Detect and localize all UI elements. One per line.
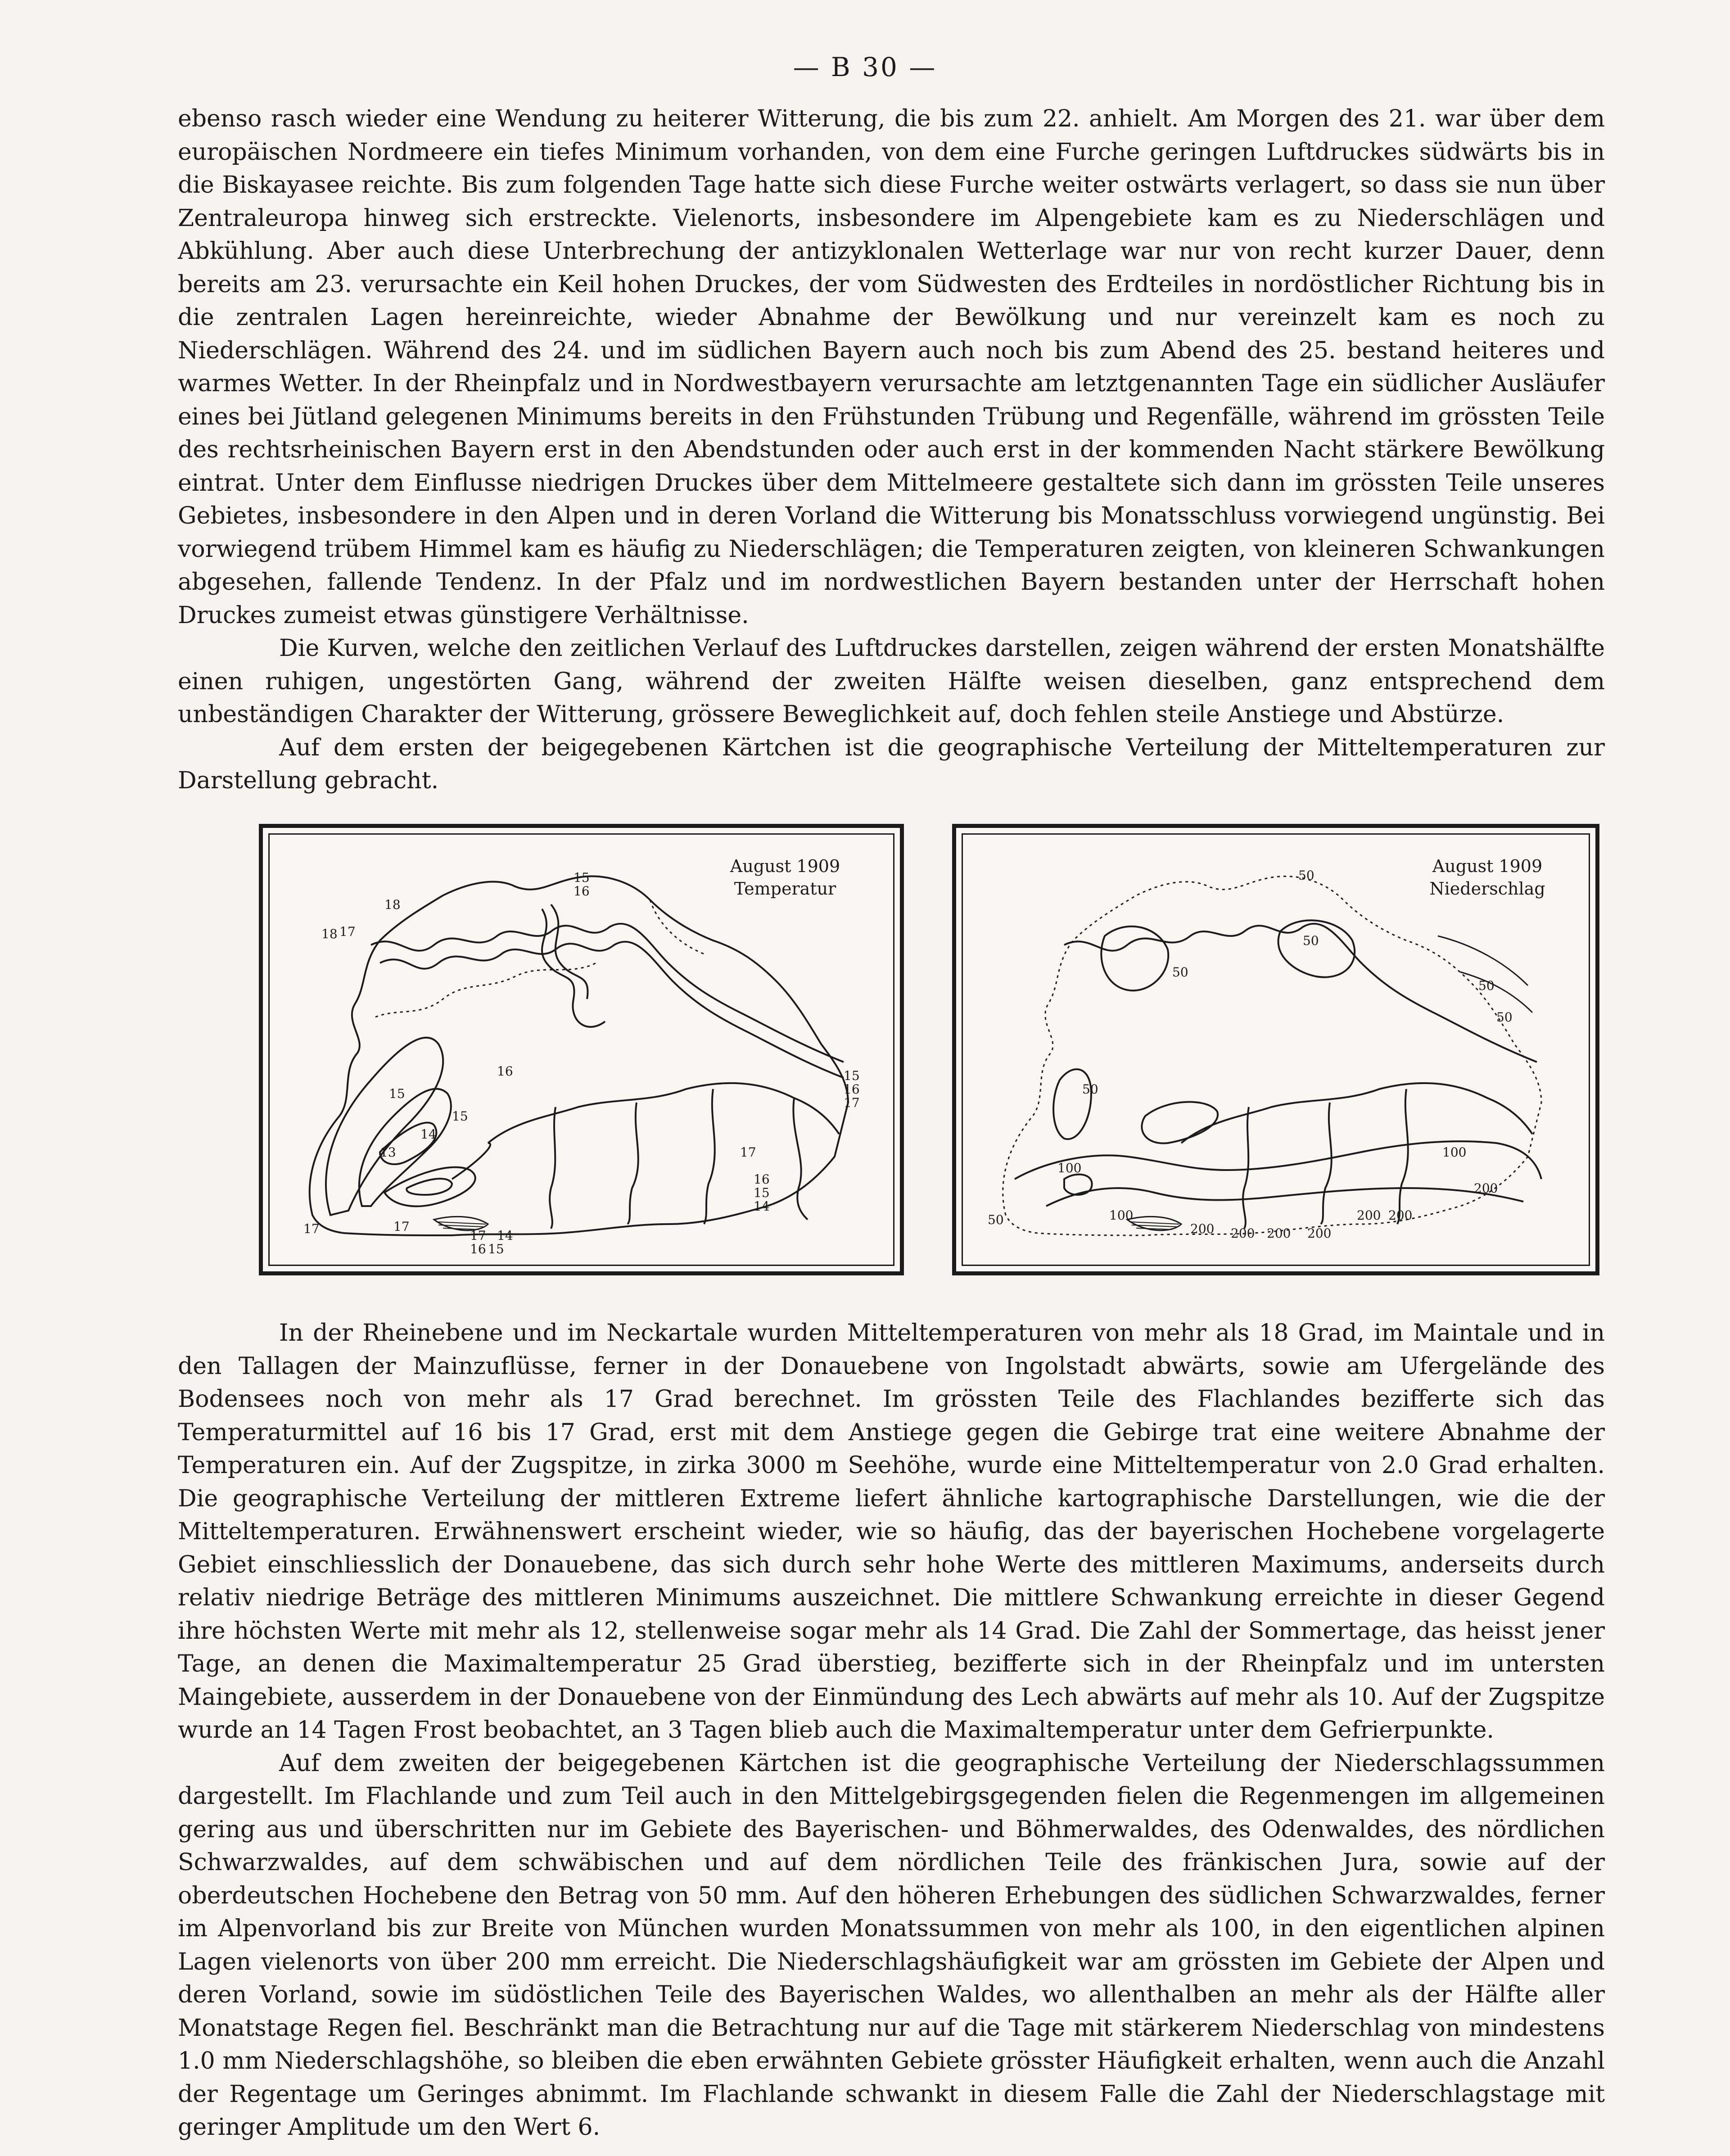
contour-label: 15: [389, 1086, 405, 1101]
contour-label: 17: [303, 1221, 320, 1236]
contour-label: 100: [1442, 1145, 1467, 1160]
contour-label: 200: [1474, 1181, 1498, 1196]
contour-label: 17: [470, 1228, 486, 1243]
contour-label: 13: [380, 1145, 396, 1160]
text-block-bottom: [178, 1317, 1605, 2144]
contour-label: 16: [497, 1064, 513, 1079]
contour-label: 100: [1109, 1208, 1134, 1223]
page-number: — B 30 —: [793, 52, 937, 82]
paragraph: Auf dem zweiten der beigegebenen Kärtchen ist die geographische Verteilung der Niederschlagssummen dargestellt. Im Flachlande und zum Teil auch in den Mittelgebirgsgegenden fielen die Regenmengen im allgemeinen gering aus und überschritten nur im Gebiete des Bayerischen- und Böhmerwaldes, des Odenwaldes, des nördlichen Schwarzwaldes, auf dem schwäbischen und auf dem nördlichen Teile des fränkischen Jura, sowie auf der oberdeutschen Hochebene den Betrag von 50 mm. Auf den höheren Erhebungen des südlichen Schwarzwaldes, ferner im Alpenvorland bis zur Breite von München wurden Monatssummen von mehr als 100, in den eigentlichen alpinen Lagen vielenorts von über 200 mm erreicht. Die Niederschlagshäufigkeit war am grössten im Gebiete der Alpen und deren Vorland, sowie im südöstlichen Teile des Bayerischen Waldes, wo allenthalben an mehr als der Hälfte aller Monatstage Regen fiel. Beschränkt man die Betrachtung nur auf die Tage mit stärkerem Niederschlag von mindestens 1.0 mm Niederschlagshöhe, so bleiben die eben erwähnten Gebiete grösster Häufigkeit erhalten, wenn auch die Anzahl der Regentage um Geringes abnimmt. Im Flachlande schwankt in diesem Falle die Zahl der Niederschlagstage mit geringer Amplitude um den Wert 6.: [178, 1749, 1605, 2141]
contour-label: 15: [754, 1185, 770, 1200]
contour-label: 16: [844, 1082, 860, 1097]
contour-label: 14: [420, 1127, 437, 1142]
contour-label: 200: [1357, 1208, 1381, 1223]
map-caption: [1415, 855, 1559, 900]
contour-label: 16: [470, 1242, 486, 1257]
contour-label: 15: [488, 1242, 504, 1257]
contour-label: 14: [497, 1228, 513, 1243]
contour-label: 16: [574, 884, 590, 899]
contour-label: 15: [844, 1068, 860, 1083]
contour-label: 50: [1172, 965, 1188, 980]
text-block-top: [178, 103, 1605, 798]
contour-label: 18: [321, 927, 338, 941]
contour-label: 16: [754, 1172, 770, 1187]
contour-label: 200: [1307, 1226, 1332, 1241]
paragraph: ebenso rasch wieder eine Wendung zu heiterer Witterung, die bis zum 22. anhielt. Am Morgen des 21. war über dem europäischen Nordmeere ein tiefes Minimum vorhanden, von dem eine Furche geringen Luftdruckes südwärts bis in die Biskayasee reichte. Bis zum folgenden Tage hatte sich diese Furche weiter ostwärts verlagert, so dass sie nun über Zentraleuropa hinweg sich erstreckte. Vielenorts, insbesondere im Alpengebiete kam es zu Niederschlägen und Abkühlung. Aber auch diese Unterbrechung der antizyklonalen Wetterlage war nur von recht kurzer Dauer, denn bereits am 23. verursachte ein Keil hohen Druckes, der vom Südwesten des Erdteiles in nordöstlicher Richtung bis in die zentralen Lagen hereinreichte, wieder Abnahme der Bewölkung und nur vereinzelt kam es noch zu Niederschlägen. Während des 24. und im südlichen Bayern auch noch bis zum Abend des 25. bestand heiteres und warmes Wetter. In der Rheinpfalz und in Nordwestbayern verursachte am letztgenannten Tage ein südlicher Ausläufer eines bei Jütland gelegenen Minimums bereits in den Frühstunden Trübung und Regenfälle, während im grössten Teile des rechtsrheinischen Bayern erst in den Abendstunden oder auch erst in der kommenden Nacht stärkere Bewölkung eintrat. Unter dem Einflusse niedrigen Druckes über dem Mittelmeere gestaltete sich dann im grössten Teile unseres Gebietes, insbesondere in den Alpen und in deren Vorland die Witterung bis Monatsschluss vorwiegend ungünstig. Bei vorwiegend trübem Himmel kam es häufig zu Niederschlägen; die Temperaturen zeigten, von kleineren Schwankungen abgesehen, fallende Tendenz. In der Pfalz und im nordwestlichen Bayern bestanden unter der Herrschaft hohen Druckes zumeist etwas günstigere Verhältnisse.: [178, 105, 1605, 629]
contour-label: 15: [452, 1109, 468, 1124]
precipitation-map: [952, 824, 1599, 1275]
contour-label: 18: [384, 897, 401, 912]
paragraph: Die Kurven, welche den zeitlichen Verlauf des Luftdruckes darstellen, zeigen während der ersten Monatshälfte einen ruhigen, ungestörten Gang, während der zweiten Hälfte weisen dieselben, ganz entsprechend dem unbeständigen Charakter der Witterung, grössere Beweglichkeit auf, doch fehlen steile Anstiege und Abstürze.: [178, 635, 1605, 728]
contour-label: 50: [1298, 868, 1314, 883]
contour-label: 50: [1496, 1010, 1513, 1025]
contour-label: 50: [1478, 978, 1495, 993]
contour-label: 200: [1190, 1221, 1215, 1236]
map-caption: [713, 855, 857, 900]
contour-label: 15: [574, 870, 590, 885]
contour-label: 200: [1388, 1208, 1413, 1223]
contour-label: 200: [1267, 1226, 1291, 1241]
map-caption-date: August 1909: [1432, 856, 1543, 876]
temperature-map: [259, 824, 904, 1275]
contour-label: 17: [339, 924, 356, 939]
precipitation-contour-labels: [988, 868, 1513, 1241]
paragraph: In der Rheinebene und im Neckartale wurden Mitteltemperaturen von mehr als 18 Grad, im Maintale und in den Tallagen der Mainzuflüsse, ferner in der Donauebene von Ingolstadt abwärts, sowie am Ufergelände des Bodensees noch von mehr als 17 Grad berechnet. Im grössten Teile des Flachlandes bezifferte sich das Temperaturmittel auf 16 bis 17 Grad, erst mit dem Anstiege gegen die Gebirge trat eine weitere Abnahme der Temperaturen ein. Auf der Zugspitze, in zirka 3000 m Seehöhe, wurde eine Mitteltemperatur von 2.0 Grad erhalten. Die geographische Verteilung der mittleren Extreme liefert ähnliche kartographische Darstellungen, wie die der Mitteltemperaturen. Erwähnenswert erscheint wieder, wie so häufig, das der bayerischen Hochebene vorgelagerte Gebiet einschliesslich der Donauebene, das sich durch sehr hohe Werte des mittleren Maximums, anderseits durch relativ niedrige Beträge des mittleren Minimums auszeichnet. Die mittlere Schwankung erreichte in dieser Gegend ihre höchsten Werte mit mehr als 12, stellenweise sogar mehr als 14 Grad. Die Zahl der Sommertage, das heisst jener Tage, an denen die Maximaltemperatur 25 Grad überstieg, bezifferte sich in der Rheinpfalz und im untersten Maingebiete, ausserdem in der Donauebene von der Einmündung des Lech abwärts auf mehr als 10. Auf der Zugspitze wurde an 14 Tagen Frost beobachtet, an 3 Tagen blieb auch die Maximaltemperatur unter dem Gefrierpunkte.: [178, 1320, 1605, 1744]
contour-label: 17: [740, 1145, 756, 1160]
contour-label: 14: [754, 1199, 770, 1214]
map-caption-title: Temperatur: [734, 879, 836, 899]
contour-label: 50: [1082, 1082, 1098, 1097]
contour-label: 200: [1231, 1226, 1255, 1241]
paragraph: Auf dem ersten der beigegebenen Kärtchen ist die geographische Verteilung der Mitteltemperaturen zur Darstellung gebracht.: [178, 734, 1605, 794]
map-caption-date: August 1909: [730, 856, 840, 876]
contour-label: 17: [844, 1095, 860, 1110]
map-caption-title: Niederschlag: [1429, 879, 1545, 899]
contour-label: 100: [1057, 1161, 1082, 1175]
contour-label: 17: [393, 1219, 410, 1234]
contour-label: 50: [1303, 933, 1319, 948]
contour-label: 50: [988, 1212, 1004, 1227]
